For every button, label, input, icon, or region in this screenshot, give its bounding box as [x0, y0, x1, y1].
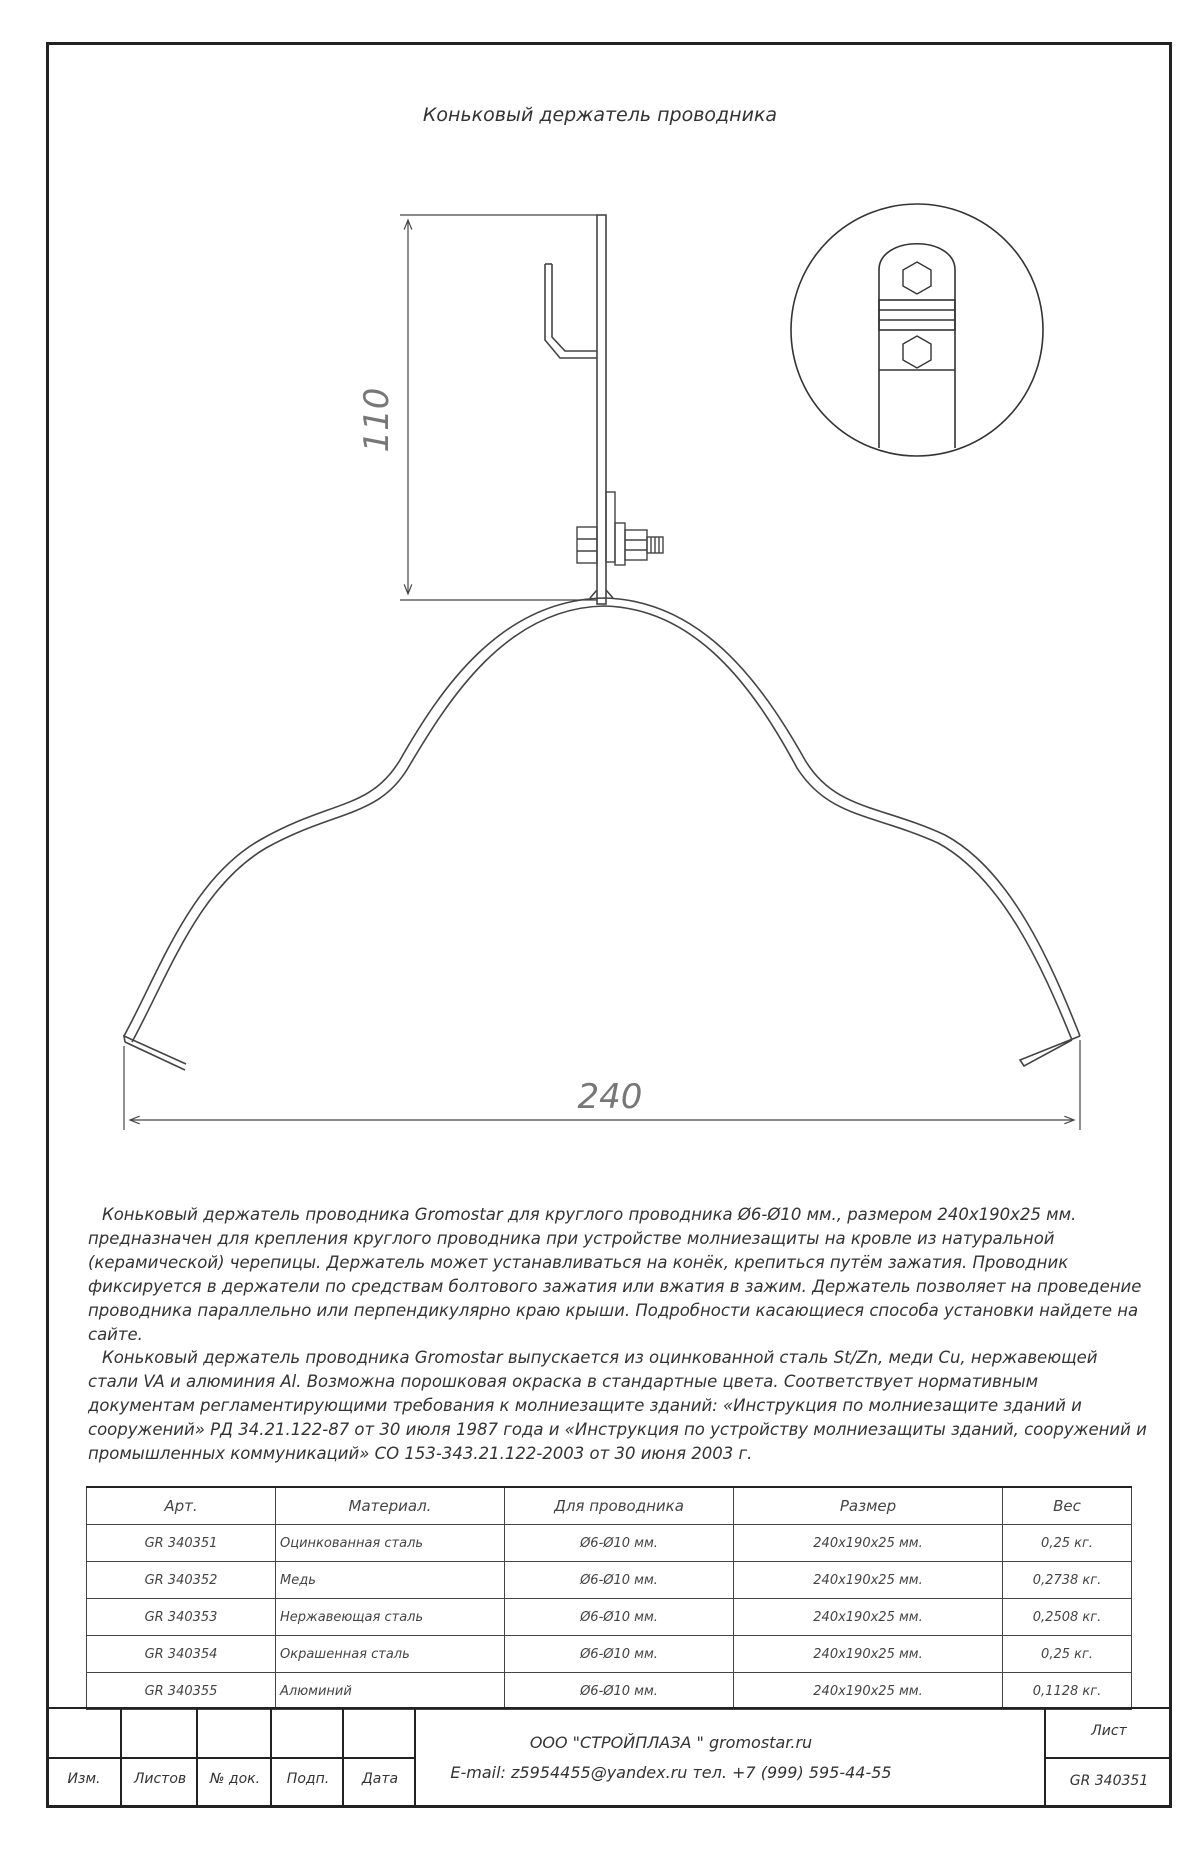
cell-material: Нержавеющая сталь: [276, 1599, 505, 1636]
drawing-title: Коньковый держатель проводника: [422, 104, 778, 126]
cell-conductor: Ø6-Ø10 мм.: [505, 1636, 734, 1673]
contact-line: E-mail: z5954455@yandex.ru тел. +7 (999) 595-44-55: [450, 1763, 892, 1782]
conductor-clamp: [545, 264, 597, 358]
header-art: Арт.: [87, 1487, 276, 1525]
cell-size: 240х190х25 мм.: [734, 1636, 1003, 1673]
company-line: ООО "СТРОЙПЛАЗА " gromostar.ru: [529, 1733, 813, 1752]
cell-weight: 0,2738 кг.: [1003, 1562, 1132, 1599]
cell-art: GR 340353: [87, 1599, 276, 1636]
title-block: [46, 1707, 1172, 1808]
width-dimension-label: 240: [577, 1077, 643, 1117]
stamp-label-doc: № док.: [209, 1771, 261, 1787]
table-row: [87, 1599, 1132, 1636]
cell-weight: 0,25 кг.: [1003, 1636, 1132, 1673]
header-weight: Вес: [1003, 1487, 1132, 1525]
cell-size: 240х190х25 мм.: [734, 1525, 1003, 1562]
cell-size: 240х190х25 мм.: [734, 1599, 1003, 1636]
holder-wire: [124, 598, 1080, 1070]
table-row: [87, 1673, 1132, 1710]
stamp-label-izm: Изм.: [67, 1771, 101, 1787]
cell-material: Окрашенная сталь: [276, 1636, 505, 1673]
cell-material: Медь: [276, 1562, 505, 1599]
cell-conductor: Ø6-Ø10 мм.: [505, 1562, 734, 1599]
cell-weight: 0,25 кг.: [1003, 1525, 1132, 1562]
cell-material: Оцинкованная сталь: [276, 1525, 505, 1562]
specification-table: [86, 1486, 1132, 1710]
description-paragraph-1: Коньковый держатель проводника Gromostar для круглого проводника Ø6-Ø10 мм., размером 240х190х25 мм. предназначен для крепления круглого проводника при устройстве молниезащиты на кровле из натуральной (керамической) черепицы. Держатель может устанавливаться на конёк, крепиться путём зажатия. Проводник фиксируется в держатели по средствам болтового зажатия или вжатия в зажим. Держатель позволяет на проведение проводника параллельно или перпендикулярно краю крыши. Подробности касающиеся способа установки найдете на сайте.: [88, 1205, 1142, 1344]
stamp-label-listov: Листов: [133, 1771, 187, 1787]
stamp-label-data: Дата: [361, 1771, 399, 1787]
header-conductor: Для проводника: [505, 1487, 734, 1525]
cell-art: GR 340351: [87, 1525, 276, 1562]
stamp-label-podp: Подп.: [286, 1771, 330, 1787]
table-row: [87, 1525, 1132, 1562]
bolt-assembly: [577, 492, 663, 565]
cell-weight: 0,2508 кг.: [1003, 1599, 1132, 1636]
header-size: Размер: [734, 1487, 1003, 1525]
detail-view: [791, 204, 1043, 456]
table-row: [87, 1636, 1132, 1673]
cell-art: GR 340355: [87, 1673, 276, 1710]
sheet-code: GR 340351: [1069, 1773, 1149, 1789]
cell-conductor: Ø6-Ø10 мм.: [505, 1673, 734, 1710]
bolt-head-icon: [903, 262, 931, 368]
cell-art: GR 340354: [87, 1636, 276, 1673]
cell-art: GR 340352: [87, 1562, 276, 1599]
cell-conductor: Ø6-Ø10 мм.: [505, 1525, 734, 1562]
header-material: Материал.: [276, 1487, 505, 1525]
holder-strip: [590, 215, 613, 604]
cell-material: Алюминий: [276, 1673, 505, 1710]
height-dimension: [400, 215, 597, 600]
height-dimension-label: 110: [357, 387, 397, 453]
cell-conductor: Ø6-Ø10 мм.: [505, 1599, 734, 1636]
cell-size: 240х190х25 мм.: [734, 1673, 1003, 1710]
cell-size: 240х190х25 мм.: [734, 1562, 1003, 1599]
table-header-row: [87, 1487, 1132, 1525]
description-paragraph-2: Коньковый держатель проводника Gromostar выпускается из оцинкованной сталь St/Zn, меди Cu, нержавеющей стали VA и алюминия Al. Возможна порошковая окраска в стандартные цвета. Соответствует нормативным документам регламентирующими требования к молниезащите зданий: «Инструкция по молниезащите зданий и сооружений» РД 34.21.122-87 от 30 июля 1987 года и «Инструкция по устройству молниезащиты зданий, сооружений и промышленных коммуникаций» СО 153-343.21.122-2003 от 30 июня 2003 г.: [88, 1348, 1147, 1463]
cell-weight: 0,1128 кг.: [1003, 1673, 1132, 1710]
table-row: [87, 1562, 1132, 1599]
sheet-label: Лист: [1091, 1723, 1127, 1739]
